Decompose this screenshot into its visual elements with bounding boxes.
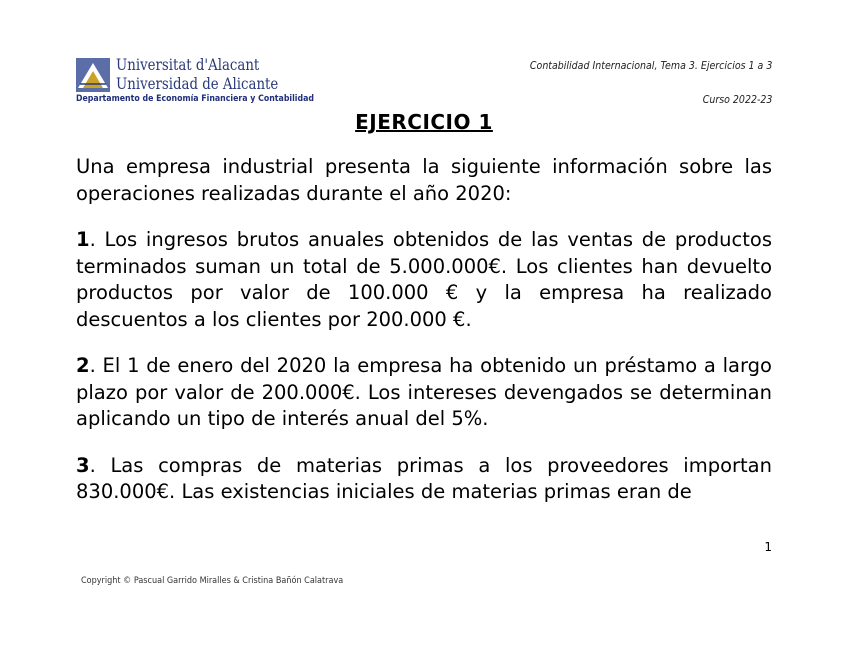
university-logo-icon [76,58,110,92]
subject-header: Contabilidad Internacional, Tema 3. Ejercicios 1 a 3 [529,60,772,72]
intro-paragraph: Una empresa industrial presenta la siguiente información sobre las operaciones realizadas durante el año 2020: [76,155,772,205]
university-name-valencian: Universitat d'Alacant [116,56,260,74]
exercise-body [76,154,772,504]
item-text: . El 1 de enero del 2020 la empresa ha obtenido un préstamo a largo plazo por valor de 200.000€. Los intereses devengados se determinan aplicando un tipo de interés anual del 5%. [76,354,772,430]
item-number: 1 [76,228,90,251]
course-label: Curso 2022-23 [702,94,772,106]
department-name: Departamento de Economía Financiera y Contabilidad [76,94,314,104]
item-text: . Los ingresos brutos anuales obtenidos de las ventas de productos terminados suman un total de 5.000.000€. Los clientes han devuelto productos por valor de 100.000 € y la empresa ha realizado descuentos a los clientes por 200.000 €. [76,228,772,331]
university-name-spanish: Universidad de Alicante [116,75,279,93]
copyright-notice: Copyright © Pascual Garrido Miralles & Cristina Bañón Calatrava [81,576,344,586]
item-paragraph-2 [76,353,772,433]
item-paragraph-3 [76,453,772,505]
item-number: 3 [76,453,90,477]
item-number: 2 [76,354,90,377]
page-number: 1 [764,540,772,554]
exercise-title: EJERCICIO 1 [355,110,493,134]
item-text: . Las compras de materias primas a los proveedores importan 830.000€. Las existencias iniciales de materias primas eran de [76,453,772,503]
item-paragraph-1 [76,227,772,333]
